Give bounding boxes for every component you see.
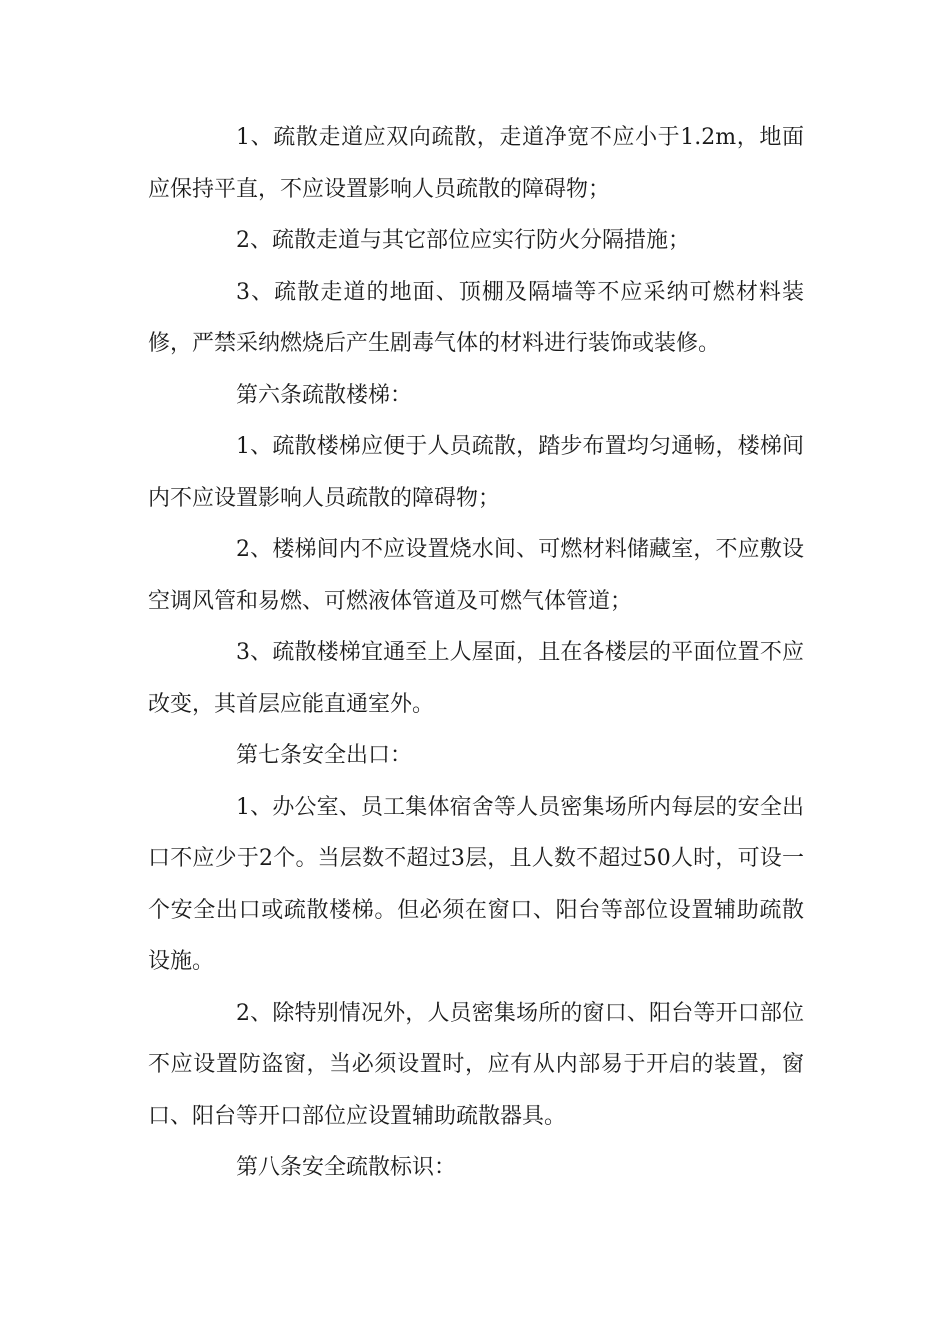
paragraph-stairs-restrictions: 2、楼梯间内不应设置烧水间、可燃材料储藏室，不应敷设空调风管和易燃、可燃液体管道及可燃气体管道； — [148, 537, 804, 614]
paragraph-stairs-convenience: 1、疏散楼梯应便于人员疏散，踏步布置均匀通畅，楼梯间内不应设置影响人员疏散的障碍物； — [148, 434, 804, 511]
paragraph-corridor-materials: 3、疏散走道的地面、顶棚及隔墙等不应采纳可燃材料装修，严禁采纳燃烧后产生剧毒气体的材料进行装饰或装修。 — [148, 279, 804, 356]
paragraph-exits-count: 1、办公室、员工集体宿舍等人员密集场所内每层的安全出口不应少于2个。当层数不超过3层，且人数不超过50人时，可设一个安全出口或疏散楼梯。但必须在窗口、阳台等部位设置辅助疏散设施。 — [148, 794, 804, 974]
paragraph-corridor-bidirectional: 1、疏散走道应双向疏散，走道净宽不应小于1.2m，地面应保持平直，不应设置影响人员疏散的障碍物； — [148, 125, 804, 202]
paragraph-corridor-fire-separation: 2、疏散走道与其它部位应实行防火分隔措施； — [236, 228, 690, 253]
heading-article-6: 第六条疏散楼梯： — [236, 382, 413, 408]
heading-article-8: 第八条安全疏散标识： — [236, 1155, 457, 1180]
document-body — [148, 112, 804, 1194]
paragraph-exits-windows: 2、除特别情况外，人员密集场所的窗口、阳台等开口部位不应设置防盗窗，当必须设置时，应有从内部易于开启的装置，窗口、阳台等开口部位应设置辅助疏散器具。 — [148, 1000, 804, 1129]
heading-article-7: 第七条安全出口： — [236, 743, 413, 768]
paragraph-stairs-roof-access: 3、疏散楼梯宜通至上人屋面，且在各楼层的平面位置不应改变，其首层应能直通室外。 — [148, 640, 804, 717]
